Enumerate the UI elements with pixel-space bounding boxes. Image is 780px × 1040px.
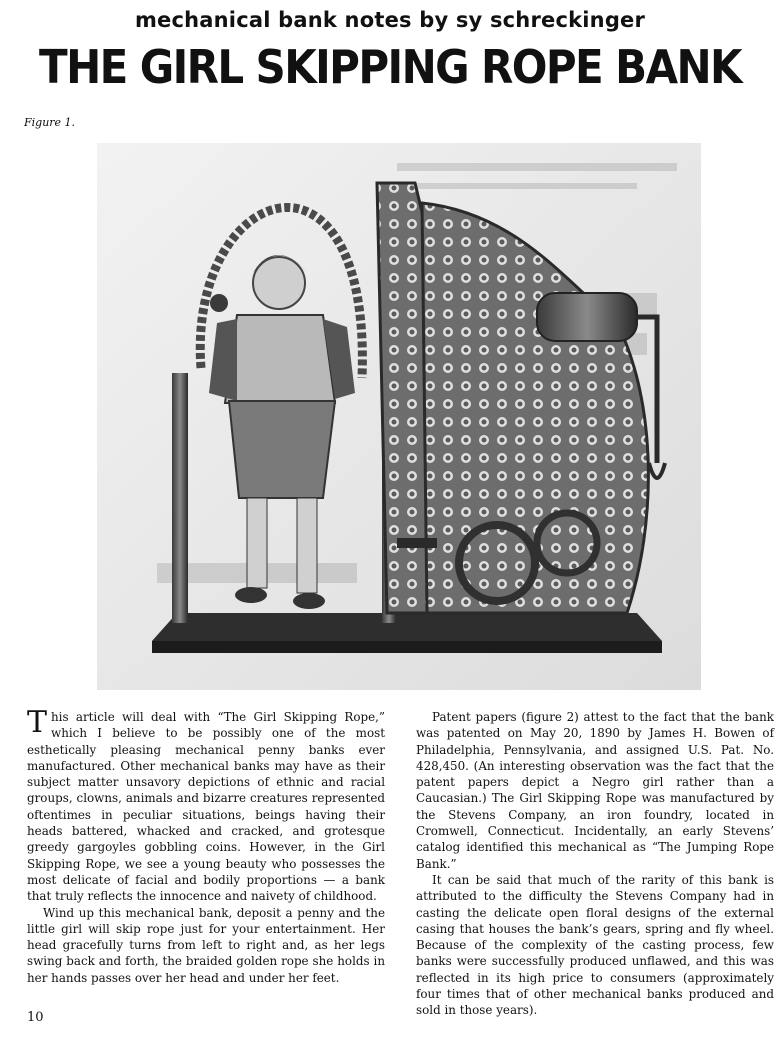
article-paragraph: Patent papers (figure 2) attest to the fact that the bank was patented on May 20, 1890 by James H. Bowen of Philadelphia, Pennsylvania, and assigned U.S. Pat. No. 428,450. (An interesting observation was the fact that the patent papers depict a Negro girl rather than a Caucasian.) The Girl Skipping Rope was manufactured by the Stevens Company, an iron foundry, located in Cromwell, Connecticut. Incidentally, an early Stevens’ catalog identified this mechanical as “The Jumping Rope Bank.” bbox=[416, 710, 774, 871]
bank-photograph bbox=[97, 143, 701, 690]
series-kicker: mechanical bank notes by sy schreckinger bbox=[134, 8, 646, 32]
drop-cap: T bbox=[27, 705, 48, 740]
article-column-left bbox=[27, 705, 385, 986]
article-headline: THE GIRL SKIPPING ROPE BANK bbox=[39, 40, 741, 94]
figure-label: Figure 1. bbox=[24, 116, 76, 129]
paragraph-text: his article will deal with “The Girl Skipping Rope,” which I believe to be possibly one of the most esthetically pleasing mechanical penny banks ever manufactured. Other mechanical banks may have as their subject matter unsavory depictions of ethnic and racial groups, clowns, animals and bizarre creatures represented oftentimes in peculiar situations, beings having their heads battered, whacked and cracked, and grotesque greedy gargoyles gobbling coins. However, in the Girl Skipping Rope, we see a young beauty who possesses the most delicate of facial and bodily proportions — a bank that truly reflects the innocence and naivety of childhood. bbox=[27, 710, 385, 904]
article-paragraph bbox=[27, 705, 385, 905]
article-column-right bbox=[416, 709, 774, 1019]
page-number: 10 bbox=[27, 1010, 44, 1025]
article-paragraph: Wind up this mechanical bank, deposit a penny and the little girl will skip rope just for your entertainment. Her head gracefully turns from left to right and, as her legs swing back and forth, the braided golden rope she holds in her hands passes over her head and under her feet. bbox=[27, 905, 385, 985]
article-paragraph: It can be said that much of the rarity of this bank is attributed to the difficulty the Stevens Company had in casting the delicate open floral designs of the external casing that houses the bank’s gears, spring and fly wheel. Because of the complexity of the casting process, few banks were successfully produced unflawed, and this was reflected in its high price to consumers (approximately four times that of other mechanical banks produced and sold in those years). bbox=[416, 872, 774, 1018]
